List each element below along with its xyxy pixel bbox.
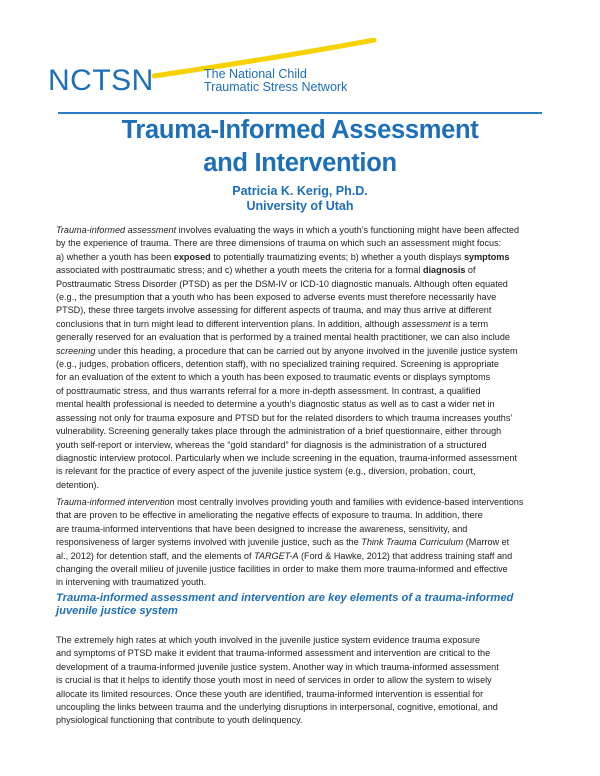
text-line [56,576,556,589]
logo-line-2: Traumatic Stress Network [204,80,348,94]
text-run: is crucial is that it helps to identify those youth most in need of services in order to allow the system to wisely [56,675,492,686]
title-line-1: Trauma-Informed Assessment [121,116,479,144]
text-run: al., 2012) for detention staff, and the elements of [56,550,255,561]
text-run: allocate its limited resources. Once these youth are identified, trauma-informed intervention is essential for [56,688,484,699]
section-heading-line-2: juvenile justice system [56,605,178,617]
section-heading [56,592,556,618]
text-line [56,701,556,714]
bold-run: exposed [173,251,211,262]
italic-run: TARGET-A [254,550,299,561]
text-run: and symptoms of PTSD make it evident that trauma-informed assessment and intervention are critical to the [56,648,491,659]
text-run: PTSD), these three targets involve assessing for different aspects of trauma, and may thus arrive at different [56,305,492,316]
text-run: for an evaluation of the extent to which a youth has been exposed to traumatic events or displays symptoms [56,372,491,383]
text-line [56,714,556,727]
bold-run: symptoms [463,251,510,262]
text-line [56,412,556,425]
text-run: youth self-report or interview, whereas the “gold standard” for diagnosis is the administration of a structured [56,439,487,450]
text-line [56,465,556,478]
text-line [56,661,556,674]
text-line [56,452,556,465]
text-line [56,674,556,687]
title-line-2: and Intervention [203,149,397,177]
text-run: generally reserved for an evaluation that is performed by a trained mental health practitioner, we can also include [56,332,510,343]
text-run: assessing not only for trauma exposure and PTSD but for the related disorders to which trauma increases youths’ [56,412,513,423]
logo-mark: NCTSN [48,64,154,97]
text-line [56,523,556,536]
text-line [56,371,556,384]
text-run: is a term [450,318,489,329]
text-run: Posttraumatic Stress Disorder (PTSD) as per the DSM-IV or ICD-10 diagnostic manuals. Although often equated [56,278,508,289]
text-run: of posttraumatic stress, and thus warrants referral for a more in-depth assessment. In contrast, a qualified [56,385,481,396]
logo-text [204,68,347,94]
text-run: to potentially traumatizing events; b) whether a youth displays [210,251,464,262]
text-line [56,688,556,701]
text-line [56,425,556,438]
italic-run: assessment [402,318,451,329]
italic-run: screening [56,345,96,356]
bold-run: diagnosis [422,265,466,276]
text-line [56,536,556,549]
paragraph-intervention [56,496,556,590]
text-run: under this heading, a procedure that can be carried out by anyone involved in the juvenile justice system [95,345,518,356]
text-run: (e.g., the presumption that a youth who has been exposed to adverse events must therefore necessarily have [56,292,497,303]
page-title [40,114,560,180]
text-run: most centrally involves providing youth and families with evidence-based interventions [174,497,524,507]
text-line [56,385,556,398]
text-run: that are proven to be effective in ameliorating the negative effects of exposure to trauma. In addition, there [56,510,483,521]
text-run: diagnostic interview protocol. Particularly when we include screening in the equation, trauma-informed assessment [56,452,517,463]
text-line [56,496,556,509]
text-run: conclusions that in turn might lead to different intervention plans. In addition, although [56,318,403,329]
text-run: mental health professional is needed to determine a youth’s diagnostic status as well as to cast a wider net in [56,399,495,410]
text-run: The extremely high rates at which youth involved in the juvenile justice system evidence trauma exposure [56,635,481,645]
text-line [56,278,556,291]
paragraph-assessment [56,224,556,492]
text-line [56,439,556,452]
text-run: physiological functioning that contribute to youth delinquency. [56,715,303,726]
text-line [56,224,556,237]
text-run: of [465,265,476,276]
text-run: (Ford & Hawke, 2012) that address training staff and [298,550,513,561]
text-run: involves evaluating the ways in which a youth’s functioning might have been affected [176,225,520,235]
text-line [56,479,556,492]
text-line [56,358,556,371]
text-run: responsiveness of larger systems involved with juvenile justice, such as the [56,537,362,548]
text-line [56,634,556,647]
text-run: vulnerability. Screening generally takes place through the administration of a brief questionnaire, either through [56,426,502,437]
text-run: uncoupling the links between trauma and the underlying disruptions in interpersonal, cognitive, emotional, and [56,702,498,713]
text-line [56,398,556,411]
nctsn-logo [48,38,378,100]
italic-run: Trauma-informed intervention [56,497,175,507]
text-line [56,331,556,344]
text-run: changing the overall milieu of juvenile justice facilities in order to make them more trauma-informed and effective [56,564,508,575]
logo-line-1: The National Child [204,67,307,81]
text-run: in intervening with traumatized youth. [56,577,207,588]
text-run: a) whether a youth has been [56,251,174,262]
text-line [56,251,556,264]
author-block [40,184,560,214]
italic-run: Think Trauma Curriculum [361,537,464,548]
text-line [56,345,556,358]
text-line [56,318,556,331]
text-line [56,304,556,317]
text-run: by the experience of trauma. There are three dimensions of trauma on which such an assessment might focus: [56,238,502,249]
paragraph-juvenile-justice [56,634,556,728]
section-heading-line-1: Trauma-informed assessment and intervention are key elements of a trauma-informed [56,592,514,604]
text-run: are trauma-informed interventions that have been designed to increase the awareness, sensitivity, and [56,523,468,534]
text-line [56,647,556,660]
text-line [56,237,556,250]
author-name: Patricia K. Kerig, Ph.D. [232,184,368,198]
italic-run: Trauma-informed assessment [56,225,177,235]
text-run: (Marrow et [463,537,510,548]
text-line [56,264,556,277]
text-line [56,550,556,563]
text-line [56,563,556,576]
text-run: (e.g., judges, probation officers, detention staff), with no specialized training required. Screening is appropriate [56,359,499,370]
text-line [56,509,556,522]
author-affiliation: University of Utah [246,199,354,213]
text-run: is relevant for the practice of every aspect of the juvenile justice system (e.g., diversion, probation, court, [56,466,476,477]
text-run: development of a trauma-informed juvenile justice system. Another way in which trauma-informed assessment [56,661,499,672]
text-run: associated with posttraumatic stress; and c) whether a youth meets the criteria for a formal [56,265,423,276]
text-line [56,291,556,304]
text-run: detention). [56,479,99,490]
